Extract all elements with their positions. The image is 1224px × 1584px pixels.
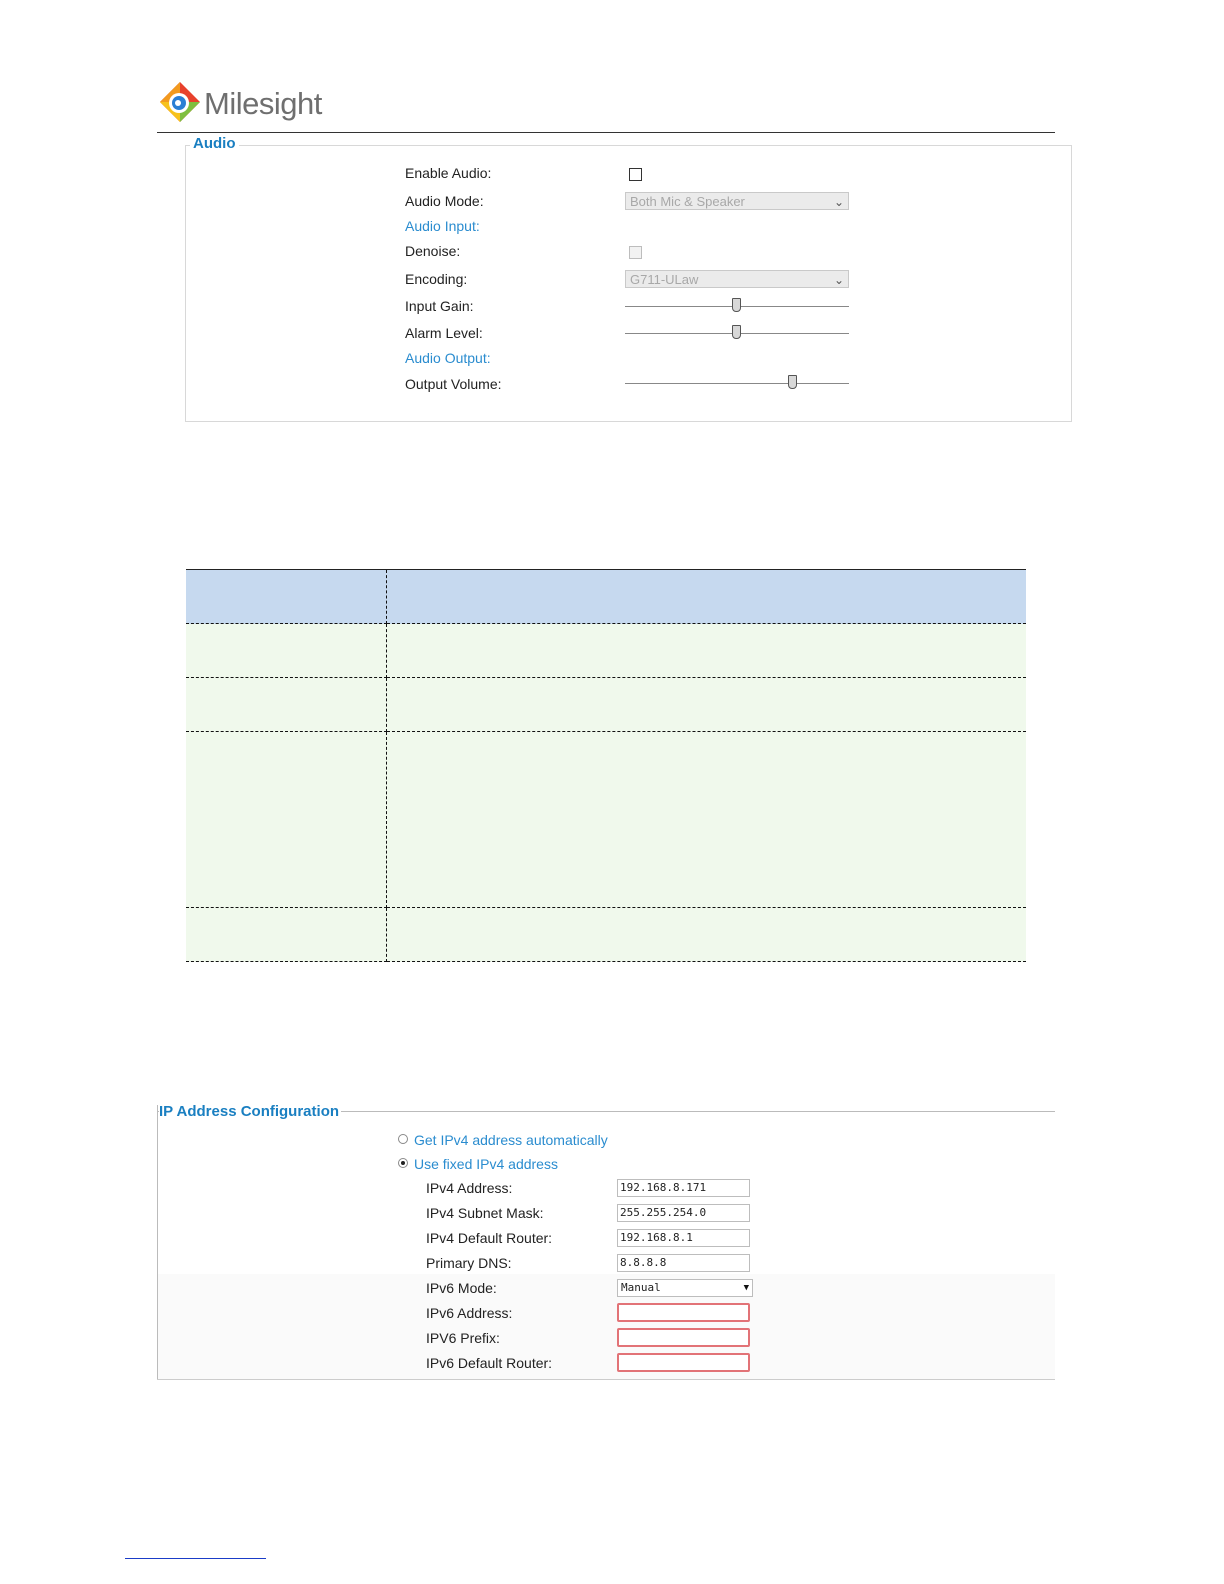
milesight-logo <box>158 80 328 128</box>
table-header-row <box>186 570 1026 624</box>
audio-output-section: Audio Output: <box>405 350 491 366</box>
ipv6-mode-label: IPv6 Mode: <box>426 1280 497 1296</box>
alarm-level-slider-thumb[interactable] <box>732 325 741 339</box>
brand-name: Milesight <box>204 86 322 121</box>
audio-panel-title: Audio <box>190 135 239 152</box>
table-row <box>186 732 1026 908</box>
ipv6-prefix-label: IPV6 Prefix: <box>426 1330 500 1346</box>
primary-dns-label: Primary DNS: <box>426 1255 512 1271</box>
milesight-logo-icon <box>158 80 202 126</box>
caret-down-icon: ▼ <box>743 1283 749 1293</box>
ipv6-address-label: IPv6 Address: <box>426 1305 513 1321</box>
table-cell <box>387 678 1027 732</box>
header-divider <box>157 132 1055 133</box>
ipv6-section-background <box>158 1274 1055 1379</box>
ip-panel-bottom-border <box>157 1379 1055 1380</box>
input-gain-slider[interactable] <box>625 298 849 314</box>
table-header-cell <box>387 570 1027 624</box>
denoise-label: Denoise: <box>405 243 461 259</box>
table-cell <box>186 624 387 678</box>
ipv6-mode-value: Manual <box>621 1281 661 1294</box>
audio-mode-label: Audio Mode: <box>405 193 484 209</box>
slider-track <box>625 383 849 384</box>
auto-ipv4-radio[interactable] <box>398 1134 408 1144</box>
denoise-checkbox[interactable] <box>629 246 642 259</box>
table-row <box>186 908 1026 962</box>
footnote-divider <box>125 1558 266 1559</box>
ipv6-mode-select[interactable] <box>617 1279 753 1297</box>
audio-input-section: Audio Input: <box>405 218 480 234</box>
auto-ipv4-label[interactable]: Get IPv4 address automatically <box>414 1132 608 1148</box>
table-cell <box>186 732 387 908</box>
encoding-select[interactable] <box>625 270 849 288</box>
ip-config-title: IP Address Configuration <box>159 1103 340 1120</box>
ip-panel-left-border <box>157 1105 158 1380</box>
table-cell <box>186 908 387 962</box>
encoding-label: Encoding: <box>405 271 468 287</box>
primary-dns-field[interactable]: 8.8.8.8 <box>617 1254 750 1272</box>
subnet-mask-field[interactable]: 255.255.254.0 <box>617 1204 750 1222</box>
ipv4-address-label: IPv4 Address: <box>426 1180 513 1196</box>
table-row <box>186 678 1026 732</box>
encoding-value: G711-ULaw <box>630 272 699 287</box>
default-router-field[interactable]: 192.168.8.1 <box>617 1229 750 1247</box>
table-cell <box>387 732 1027 908</box>
parameter-table <box>186 569 1026 962</box>
ipv6-router-field[interactable] <box>617 1353 750 1372</box>
table-header-cell <box>186 570 387 624</box>
audio-mode-value: Both Mic & Speaker <box>630 194 745 209</box>
table-row <box>186 624 1026 678</box>
ipv6-prefix-field[interactable] <box>617 1328 750 1347</box>
default-router-label: IPv4 Default Router: <box>426 1230 553 1246</box>
alarm-level-label: Alarm Level: <box>405 325 483 341</box>
output-volume-slider[interactable] <box>625 375 849 391</box>
ipv4-address-field[interactable]: 192.168.8.171 <box>617 1179 750 1197</box>
output-volume-slider-thumb[interactable] <box>788 375 797 389</box>
alarm-level-slider[interactable] <box>625 325 849 341</box>
fixed-ipv4-radio[interactable] <box>398 1158 408 1168</box>
audio-mode-select[interactable] <box>625 192 849 210</box>
ipv6-address-field[interactable] <box>617 1303 750 1322</box>
fixed-ipv4-label[interactable]: Use fixed IPv4 address <box>414 1156 558 1172</box>
table-cell <box>387 624 1027 678</box>
chevron-down-icon: ⌄ <box>833 273 844 287</box>
input-gain-slider-thumb[interactable] <box>732 298 741 312</box>
table-cell <box>387 908 1027 962</box>
ipv6-router-label: IPv6 Default Router: <box>426 1355 553 1371</box>
output-volume-label: Output Volume: <box>405 376 502 392</box>
enable-audio-checkbox[interactable] <box>629 168 642 181</box>
subnet-mask-label: IPv4 Subnet Mask: <box>426 1205 544 1221</box>
chevron-down-icon: ⌄ <box>833 195 844 209</box>
enable-audio-label: Enable Audio: <box>405 165 492 181</box>
input-gain-label: Input Gain: <box>405 298 474 314</box>
table-cell <box>186 678 387 732</box>
